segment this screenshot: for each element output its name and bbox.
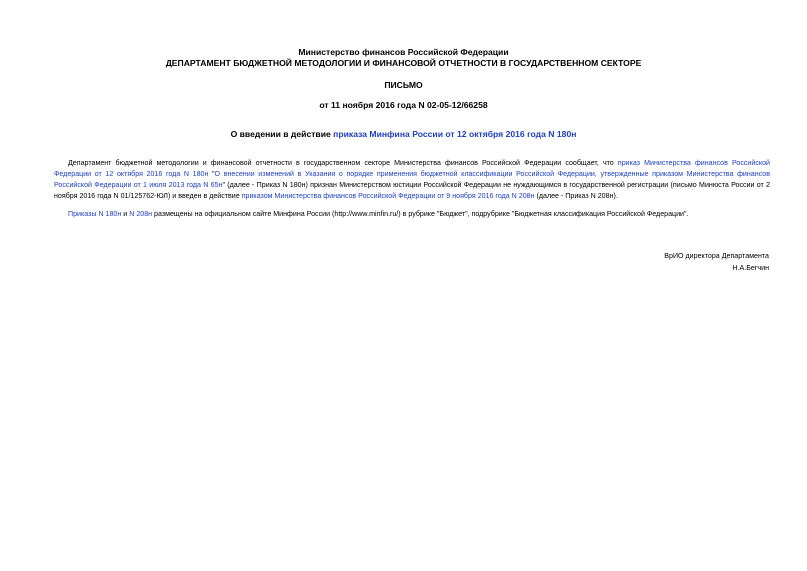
ministry-name: Министерство финансов Российской Федерации <box>298 47 509 57</box>
para1-text-3: " (далее - Приказ N 180н) признан Министерством юстиции Российской Федерации не нуждающимся в государственной регистрации (письмо Минюста России от 2 ноября 2016 года N 01/125762-ЮЛ) и введен в действие <box>54 181 771 200</box>
paragraph-2 <box>54 209 770 220</box>
order-title-link[interactable]: О внесении изменений в Указания о порядке применения бюджетной классификации Российской Федерации, утвержденные приказом Министерства финансов Российской Федерации от 1 июля 2013 года N 65н <box>54 170 770 189</box>
para1-text-1: Департамент бюджетной методологии и финансовой отчетности в государственном секторе Министерства финансов Российской Федерации сообщает, что <box>68 159 618 167</box>
n-208n-link[interactable]: N 208н <box>129 210 153 218</box>
document-subject <box>0 129 807 140</box>
signatory-title: ВрИО директора Департамента <box>664 252 769 260</box>
para2-text-1: и <box>121 210 130 218</box>
order-208n-link[interactable]: приказом Министерства финансов Российской Федерации от 9 ноября 2016 года N 208н <box>241 192 535 200</box>
paragraph-1 <box>54 158 770 202</box>
para2-text-2: размещены на официальном сайте Минфина России (http://www.minfin.ru/) в рубрике "Бюджет", подрубрике "Бюджетная классификация Российской Федерации". <box>152 210 689 218</box>
department-name: ДЕПАРТАМЕНТ БЮДЖЕТНОЙ МЕТОДОЛОГИИ И ФИНАНСОВОЙ ОТЧЕТНОСТИ В ГОСУДАРСТВЕННОМ СЕКТОРЕ <box>165 58 642 68</box>
document-type: ПИСЬМО <box>384 80 423 90</box>
para1-text-4: (далее - Приказ N 208н). <box>534 192 618 200</box>
para1-text-2: " <box>208 170 215 178</box>
subject-order-link[interactable]: приказа Минфина России от 12 октября 2016 года N 180н <box>333 129 577 139</box>
subject-prefix: О введении в действие <box>230 129 334 139</box>
document-date: от 11 ноября 2016 года N 02-05-12/66258 <box>319 100 488 110</box>
signatory-name: Н.А.Бегчин <box>732 264 769 272</box>
order-180n-link[interactable]: приказ Министерства финансов Российской Федерации от 12 октября 2016 года N 180н <box>54 159 770 178</box>
orders-180n-link[interactable]: Приказы N 180н <box>68 210 122 218</box>
